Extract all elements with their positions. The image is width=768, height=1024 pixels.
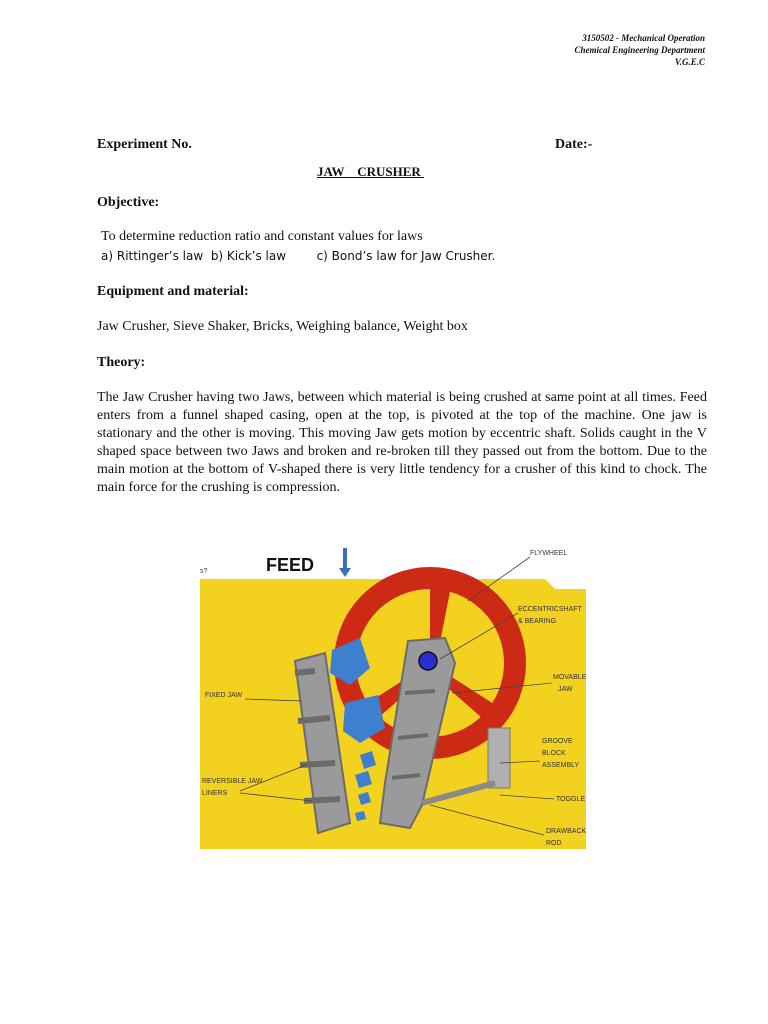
groove-block bbox=[488, 728, 510, 788]
objective-heading: Objective: bbox=[97, 195, 160, 210]
label-block: BLOCK bbox=[542, 750, 566, 757]
label-toggle: TOGGLE bbox=[556, 796, 586, 803]
equipment-heading: Equipment and material: bbox=[97, 284, 249, 299]
theory-text: The Jaw Crusher having two Jaws, between which material is being crushed at same point at all times. Feed enters from a funnel shaped casing, open at the top, is pivoted at the top of the machine. One jaw is stationary and the other is moving. This moving Jaw gets motion by eccentric shaft. Solids caught in the V shaped space between two Jaws and broken and re-broken till they passed out from the bottom. Due to the main motion at the bottom of V-shaped there is very little tendency for a crusher of this kind to chock. The main force for the crushing is compression. bbox=[97, 390, 707, 495]
label-flywheel: FLYWHEEL bbox=[530, 550, 568, 557]
institute: V.G.E.C bbox=[674, 57, 705, 67]
label-bearing: & BEARING bbox=[518, 618, 557, 625]
label-liners: LINERS bbox=[202, 790, 228, 797]
date-label: Date:- bbox=[555, 137, 593, 152]
label-reversible-jaw: REVERSIBLE JAW bbox=[202, 778, 263, 785]
department: Chemical Engineering Department bbox=[574, 45, 705, 55]
label-assembly: ASSEMBLY bbox=[542, 762, 580, 769]
page-title: JAW CRUSHER bbox=[317, 164, 425, 179]
label-eccentric-shaft: ECCENTRICSHAFT bbox=[518, 606, 582, 613]
label-groove: GROOVE bbox=[542, 738, 573, 745]
eccentric-shaft bbox=[419, 652, 437, 670]
page-header bbox=[574, 32, 705, 68]
feed-arrow bbox=[339, 548, 351, 577]
feed-label: FEED bbox=[266, 555, 315, 575]
label-movable-jaw: JAW bbox=[558, 686, 573, 693]
label-rod: ROD bbox=[546, 840, 562, 847]
course-code: 3150502 - Mechanical Operation bbox=[582, 33, 705, 43]
objective-laws: a) Rittinger’s law b) Kick’s law c) Bond’s law for Jaw Crusher. bbox=[101, 249, 496, 263]
label-drawback: DRAWBACK bbox=[546, 828, 587, 835]
equipment-text: Jaw Crusher, Sieve Shaker, Bricks, Weighing balance, Weight box bbox=[97, 319, 468, 334]
experiment-label: Experiment No. bbox=[97, 137, 192, 152]
label-movable: MOVABLE bbox=[553, 674, 587, 681]
jaw-crusher-diagram bbox=[200, 543, 600, 849]
objective-text: To determine reduction ratio and constant values for laws bbox=[101, 229, 423, 244]
theory-heading: Theory: bbox=[97, 355, 146, 370]
experiment-row bbox=[97, 137, 607, 153]
label-fixed-jaw: FIXED JAW bbox=[205, 692, 243, 699]
corner-mark: s? bbox=[200, 568, 208, 575]
